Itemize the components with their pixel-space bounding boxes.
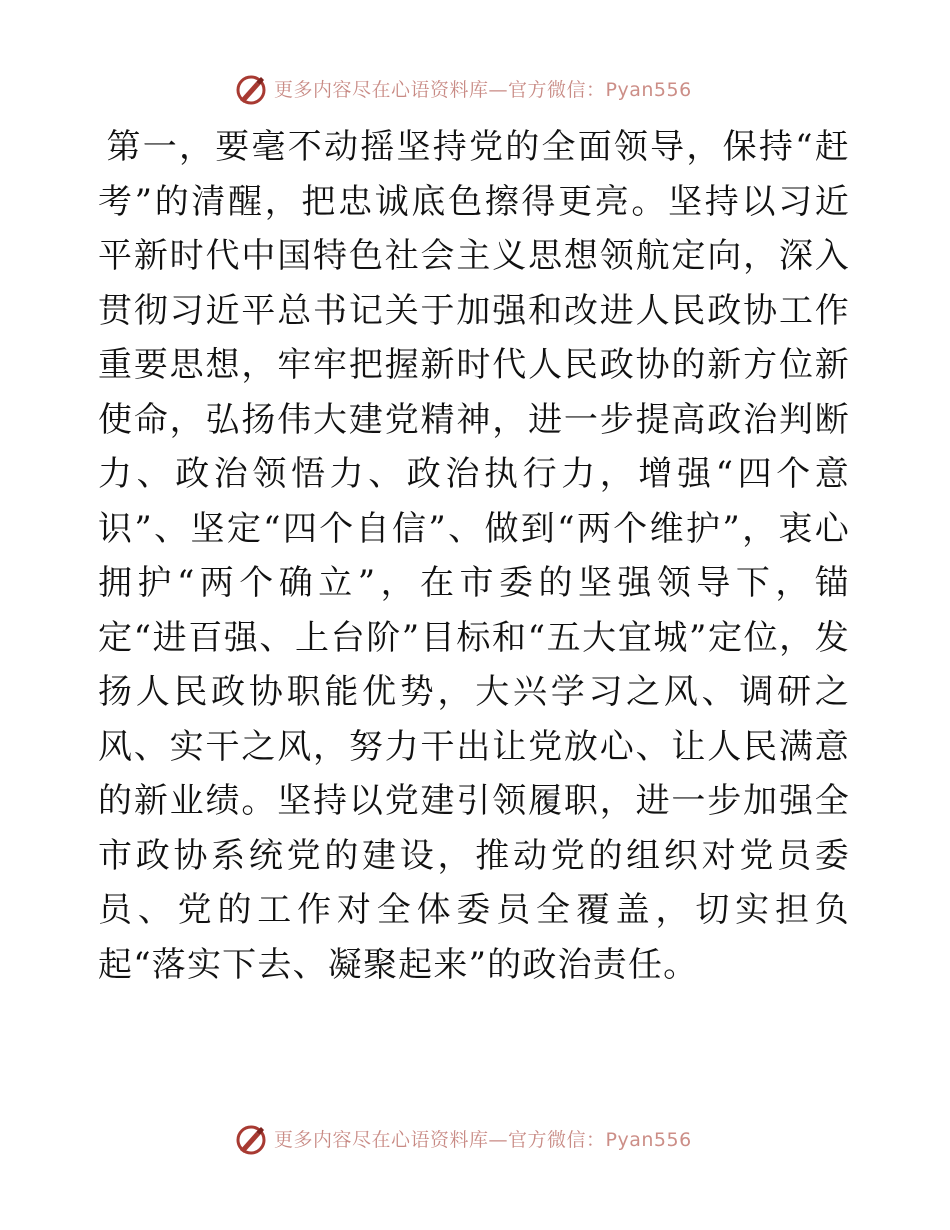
header-wechat-id: Pyan556	[605, 79, 692, 101]
header-banner-label: 更多内容尽在心语资料库—官方微信：	[274, 79, 606, 101]
red-pen-circle-logo-icon	[234, 1123, 268, 1157]
footer-banner-text	[274, 1122, 692, 1158]
footer-watermark-banner	[234, 1122, 692, 1158]
footer-wechat-id: Pyan556	[605, 1129, 692, 1151]
header-banner-text	[274, 72, 692, 108]
header-watermark-banner	[234, 72, 692, 108]
body-paragraph: 第一，要毫不动摇坚持党的全面领导，保持“赶考”的清醒，把忠诚底色擦得更亮。坚持以习近平新时代中国特色社会主义思想领航定向，深入贯彻习近平总书记关于加强和改进人民政协工作重要思想，牢牢把握新时代人民政协的新方位新使命，弘扬伟大建党精神，进一步提高政治判断力、政治领悟力、政治执行力，增强“四个意识”、坚定“四个自信”、做到“两个维护”，衷心拥护“两个确立”，在市委的坚强领导下，锚定“进百强、上台阶”目标和“五大宜城”定位，发扬人民政协职能优势，大兴学习之风、调研之风、实干之风，努力干出让党放心、让人民满意的新业绩。坚持以党建引领履职，进一步加强全市政协系统党的建设，推动党的组织对党员委员、党的工作对全体委员全覆盖，切实担负起“落实下去、凝聚起来”的政治责任。	[98, 127, 850, 985]
document-body	[98, 120, 850, 992]
red-pen-circle-logo-icon	[234, 73, 268, 107]
footer-banner-label: 更多内容尽在心语资料库—官方微信：	[274, 1129, 606, 1151]
